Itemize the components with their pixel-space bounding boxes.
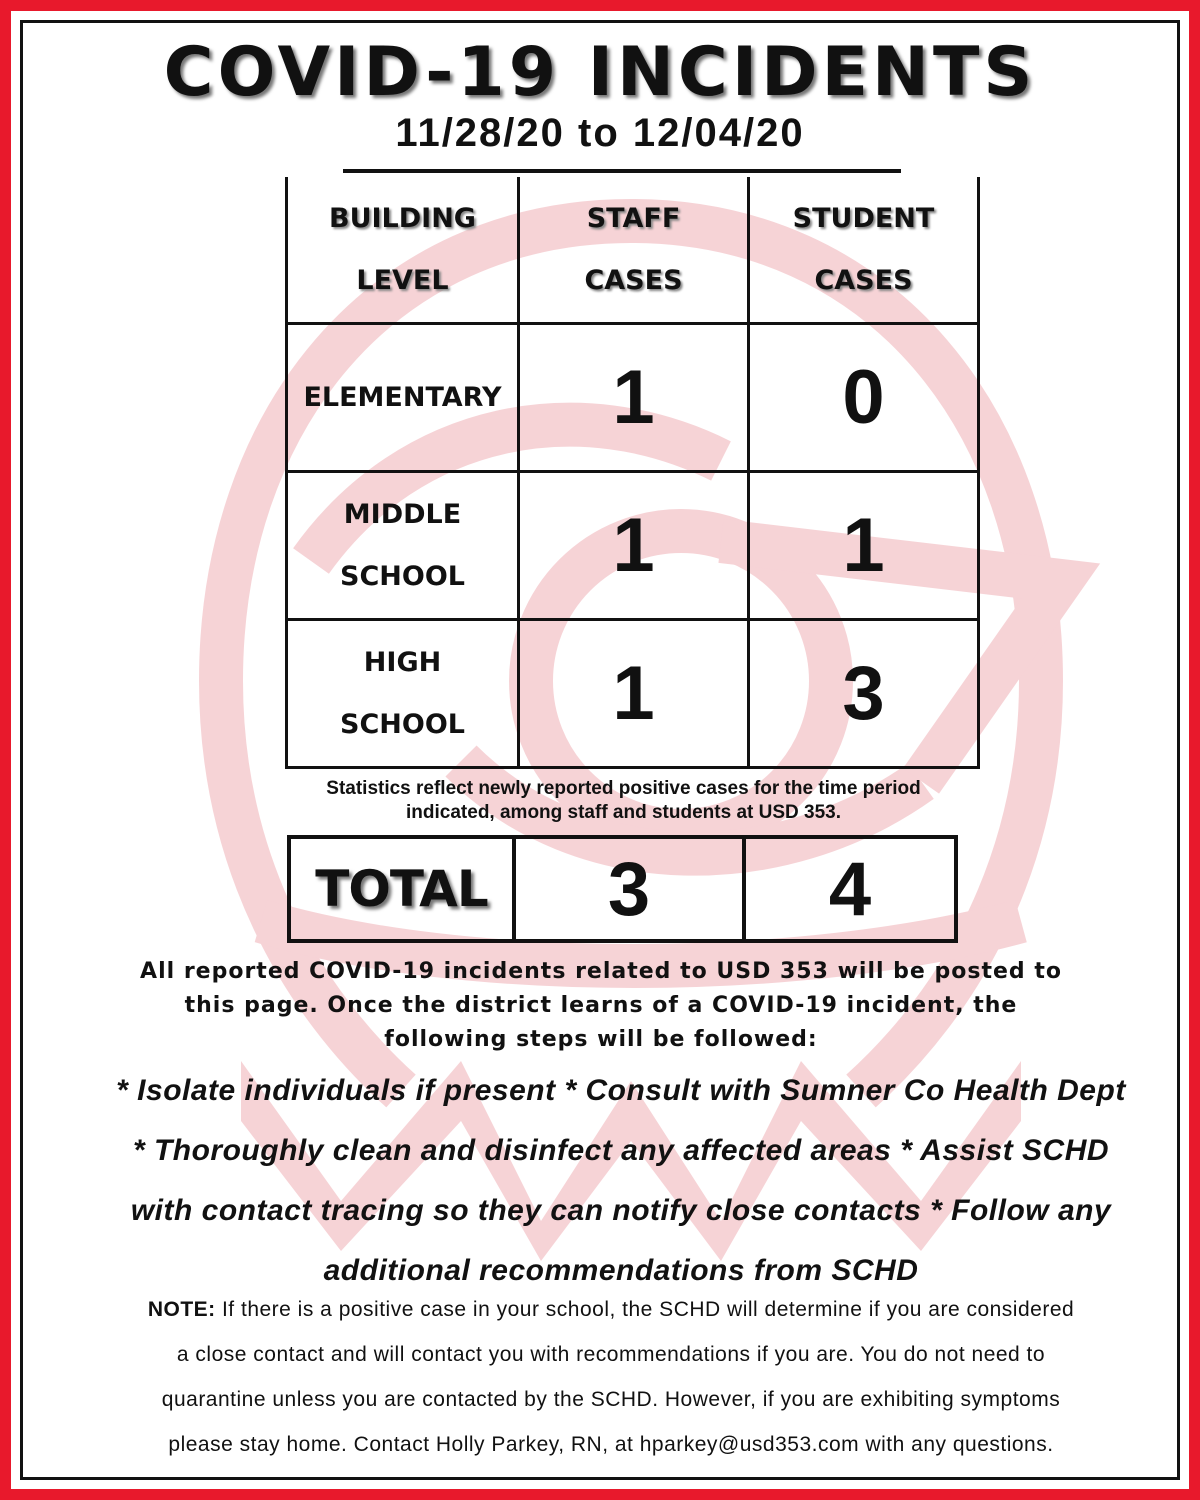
staff-cases-cell	[519, 472, 749, 620]
total-label-cell	[289, 837, 514, 941]
student-cases-cell	[749, 472, 979, 620]
page-title: COVID-19 INCIDENTS	[163, 33, 1037, 112]
total-staff-cell	[514, 837, 744, 941]
statistics-note	[251, 777, 996, 825]
total-label: TOTAL	[315, 860, 488, 918]
building-level-label: HIGH	[363, 646, 442, 678]
column-header-line: CASES	[814, 264, 913, 296]
staff-cases-value: 1	[612, 651, 655, 736]
total-table	[287, 835, 958, 943]
student-cases-value: 1	[842, 503, 885, 588]
total-student-value: 4	[828, 846, 872, 932]
posted-notice	[111, 955, 1091, 1057]
steps-line: * Isolate individuals if present * Consult with Sumner Co Health Dept	[116, 1074, 1126, 1107]
total-staff-value: 3	[607, 846, 651, 932]
column-header-building-level	[287, 177, 519, 324]
note-text: If there is a positive case in your school, the SCHD will determine if you are considered	[215, 1298, 1075, 1321]
date-range: 11/28/20 to 12/04/20	[395, 111, 805, 155]
content-area	[11, 11, 1189, 1489]
building-level-cell	[287, 324, 519, 472]
staff-cases-value: 1	[612, 503, 655, 588]
building-level-label: ELEMENTARY	[303, 381, 502, 413]
table-row-middle-school	[287, 472, 979, 620]
column-header-student-cases	[749, 177, 979, 324]
note-line: a close contact and will contact you with recommendations if you are. You do not need to	[176, 1343, 1046, 1366]
table-row-high-school	[287, 620, 979, 768]
column-header-line: STUDENT	[792, 202, 935, 234]
student-cases-cell	[749, 324, 979, 472]
total-row	[289, 837, 956, 941]
posted-notice-line: this page. Once the district learns of a COVID-19 incident, the	[184, 993, 1018, 1018]
table-row-elementary	[287, 324, 979, 472]
building-level-label: SCHOOL	[340, 560, 465, 592]
column-header-line: STAFF	[586, 202, 681, 234]
steps-list	[51, 1061, 1191, 1301]
posted-notice-line: following steps will be followed:	[384, 1027, 818, 1052]
posted-notice-line: All reported COVID-19 incidents related to USD 353 will be posted to	[140, 959, 1062, 984]
building-level-cell	[287, 472, 519, 620]
table-header-row	[287, 177, 979, 324]
building-level-label: MIDDLE	[343, 498, 462, 530]
student-cases-value: 0	[842, 355, 885, 440]
divider	[343, 169, 901, 173]
staff-cases-cell	[519, 620, 749, 768]
note-label: NOTE:	[147, 1298, 216, 1321]
steps-line: with contact tracing so they can notify close contacts * Follow any	[130, 1194, 1112, 1227]
note-line	[31, 1287, 1191, 1332]
steps-line: additional recommendations from SCHD	[323, 1254, 919, 1287]
steps-line: * Thoroughly clean and disinfect any affected areas * Assist SCHD	[132, 1134, 1110, 1167]
note-line: please stay home. Contact Holly Parkey, RN, at hparkey@usd353.com with any questions.	[168, 1433, 1054, 1456]
statistics-note-line: Statistics reflect newly reported positive cases for the time period	[326, 778, 921, 799]
staff-cases-value: 1	[612, 355, 655, 440]
column-header-line: BUILDING	[329, 202, 476, 234]
cases-table	[285, 177, 980, 769]
staff-cases-cell	[519, 324, 749, 472]
note-line: quarantine unless you are contacted by the SCHD. However, if you are exhibiting symptoms	[161, 1388, 1061, 1411]
column-header-staff-cases	[519, 177, 749, 324]
total-student-cell	[744, 837, 956, 941]
column-header-line: LEVEL	[356, 264, 449, 296]
building-level-label: SCHOOL	[340, 708, 465, 740]
student-cases-value: 3	[842, 651, 885, 736]
building-level-cell	[287, 620, 519, 768]
statistics-note-line: indicated, among staff and students at USD 353.	[406, 802, 841, 823]
column-header-line: CASES	[584, 264, 683, 296]
student-cases-cell	[749, 620, 979, 768]
note-paragraph	[31, 1287, 1191, 1467]
